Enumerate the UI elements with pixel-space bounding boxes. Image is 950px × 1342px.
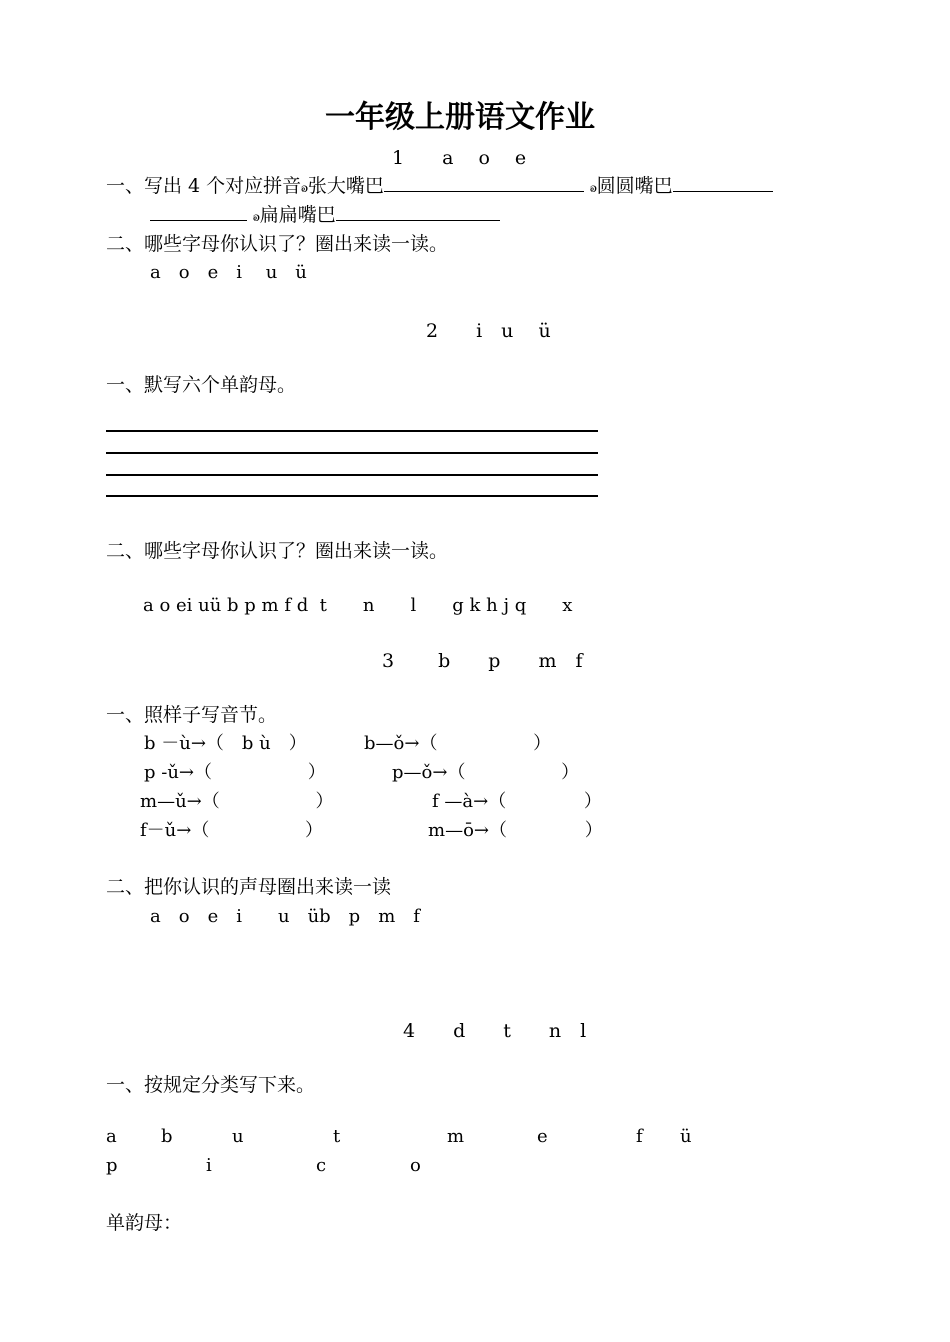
lesson-3-heading: 3 b p m f [382,650,583,672]
writing-line[interactable] [106,474,598,476]
lesson-1-letters: a o e i u ü [150,262,307,283]
answer-blank[interactable] [384,175,584,192]
syllable-exercise-right: m—ō→（ ） [428,820,603,841]
mouth-icon: ꭷ [253,209,260,225]
letter: m [447,1126,465,1147]
lesson-4-heading: 4 d t n l [403,1020,587,1042]
syllable-exercise-left: m—ǔ→（ ） [140,791,334,812]
category-label: 单韵母： [106,1212,183,1234]
lesson-3-question-2: 二、把你认识的声母圈出来读一读 [106,876,392,898]
lesson-2-letters: a o ei uü b p m f d t n l g k h j q x [143,595,573,616]
syllable-exercise-right: b—ǒ→（ ） [364,733,552,754]
answer-blank[interactable] [150,204,247,221]
writing-line[interactable] [106,452,598,454]
letter: f [636,1126,643,1147]
letter: t [333,1126,341,1147]
lesson-2-heading: 2 i u ü [426,320,551,342]
syllable-exercise-left: p -ǔ→（ ） [144,762,326,783]
letter: o [410,1155,421,1176]
question-text: 一、写出 4 个对应拼音 [106,175,302,197]
flat-mouth-label: 扁扁嘴巴 [259,204,336,226]
writing-line[interactable] [106,430,598,432]
syllable-exercise-right: f —à→（ ） [432,791,602,812]
letter: u [232,1126,244,1147]
lesson-3-letters: a o e i u üb p m f [150,906,420,927]
letter: b [161,1126,173,1147]
answer-blank[interactable] [336,204,500,221]
syllable-exercise-left: f－ǔ→（ ） [140,820,324,841]
open-mouth-label: 张大嘴巴 [307,175,384,197]
lesson-1-question-1 [106,171,773,198]
answer-blank[interactable] [673,175,773,192]
lesson-3-question-1: 一、照样子写音节。 [106,704,278,726]
letter: i [206,1155,212,1176]
letter: c [316,1155,327,1176]
letter: ü [680,1126,692,1147]
letter: p [106,1155,118,1176]
lesson-1-heading: 1 a o e [392,147,527,169]
lesson-1-question-1-cont [150,200,500,227]
writing-line[interactable] [106,495,598,497]
round-mouth-label: 圆圆嘴巴 [596,175,673,197]
syllable-exercise-left: b －ù→（ b ù ） [144,733,307,754]
letter: a [106,1126,117,1147]
lesson-2-question-2: 二、哪些字母你认识了？圈出来读一读。 [106,540,449,562]
mouth-icon: ꭷ [301,180,308,196]
lesson-4-question-1: 一、按规定分类写下来。 [106,1074,316,1096]
syllable-exercise-right: p—ǒ→（ ） [392,762,580,783]
lesson-2-question-1: 一、默写六个单韵母。 [106,374,297,396]
mouth-icon: ꭷ [589,180,597,196]
lesson-1-question-2: 二、哪些字母你认识了？圈出来读一读。 [106,233,449,255]
page-title: 一年级上册语文作业 [325,100,595,135]
letter: e [537,1126,548,1147]
